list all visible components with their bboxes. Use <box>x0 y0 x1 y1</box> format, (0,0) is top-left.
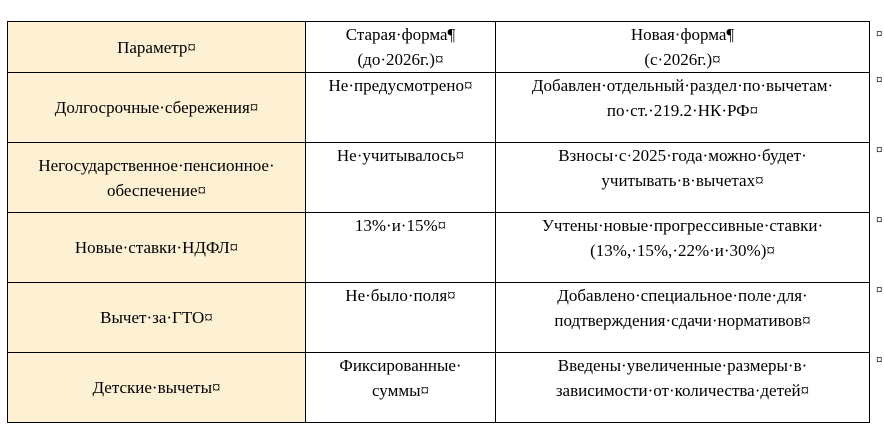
old-form-text: Не·учитывалось¤ <box>336 146 465 165</box>
new-form-text: Взносы·с·2025·года·можно·будет· учитывать·в·вычетах¤ <box>558 146 807 190</box>
end-of-row-mark: ¤ <box>876 142 883 157</box>
new-form-text: Учтены·новые·прогрессивные·ставки· (13%,·15%,·22%·и·30%)¤ <box>541 216 824 260</box>
new-form-text: Введены·увеличенные·размеры·в· зависимости·от·количества·детей¤ <box>555 356 810 400</box>
old-form-text: Фиксированные· суммы¤ <box>339 356 462 400</box>
old-form-text: Не·предусмотрено¤ <box>328 76 473 95</box>
old-form-cell <box>306 283 496 353</box>
table-row <box>8 283 870 353</box>
end-of-row-mark: ¤ <box>876 352 883 367</box>
param-text: Вычет·за·ГТО¤ <box>100 308 213 327</box>
new-form-cell <box>496 143 870 213</box>
header-cell-old <box>306 22 496 73</box>
param-cell <box>8 213 306 283</box>
new-form-cell <box>496 353 870 423</box>
header-new-text: Новая·форма¶ (с·2026г.)¤ <box>630 25 735 69</box>
table-row <box>8 73 870 143</box>
end-of-row-mark: ¤ <box>876 212 883 227</box>
new-form-text: Добавлен·отдельный·раздел·по·вычетам· по·ст.·219.2·НК·РФ¤ <box>531 76 834 120</box>
param-text: Негосударственное·пенсионное· обеспечение¤ <box>38 155 275 200</box>
old-form-text: Не·было·поля¤ <box>345 286 456 305</box>
table-header-row <box>8 22 870 73</box>
param-cell <box>8 283 306 353</box>
end-of-row-mark: ¤ <box>876 282 883 297</box>
param-text: Детские·вычеты¤ <box>92 378 221 397</box>
old-form-cell <box>306 143 496 213</box>
param-cell <box>8 143 306 213</box>
end-of-row-mark: ¤ <box>876 72 883 87</box>
table-row <box>8 213 870 283</box>
old-form-cell <box>306 73 496 143</box>
new-form-cell <box>496 283 870 353</box>
header-cell-new <box>496 22 870 73</box>
header-old-text: Старая·форма¶ (до·2026г.)¤ <box>345 25 456 69</box>
param-text: Новые·ставки·НДФЛ¤ <box>74 238 239 257</box>
header-param-text: Параметр¤ <box>117 37 196 57</box>
table-row <box>8 353 870 423</box>
param-cell <box>8 353 306 423</box>
header-cell-param <box>8 22 306 73</box>
end-of-row-mark: ¤ <box>876 26 883 41</box>
old-form-text: 13%·и·15%¤ <box>354 216 447 235</box>
old-form-cell <box>306 213 496 283</box>
table-row <box>8 143 870 213</box>
param-cell <box>8 73 306 143</box>
comparison-table <box>7 21 870 423</box>
new-form-cell <box>496 213 870 283</box>
old-form-cell <box>306 353 496 423</box>
new-form-text: Добавлено·специальное·поле·для· подтверждения·сдачи·нормативов¤ <box>554 286 811 330</box>
param-text: Долгосрочные·сбережения¤ <box>54 98 259 117</box>
new-form-cell <box>496 73 870 143</box>
